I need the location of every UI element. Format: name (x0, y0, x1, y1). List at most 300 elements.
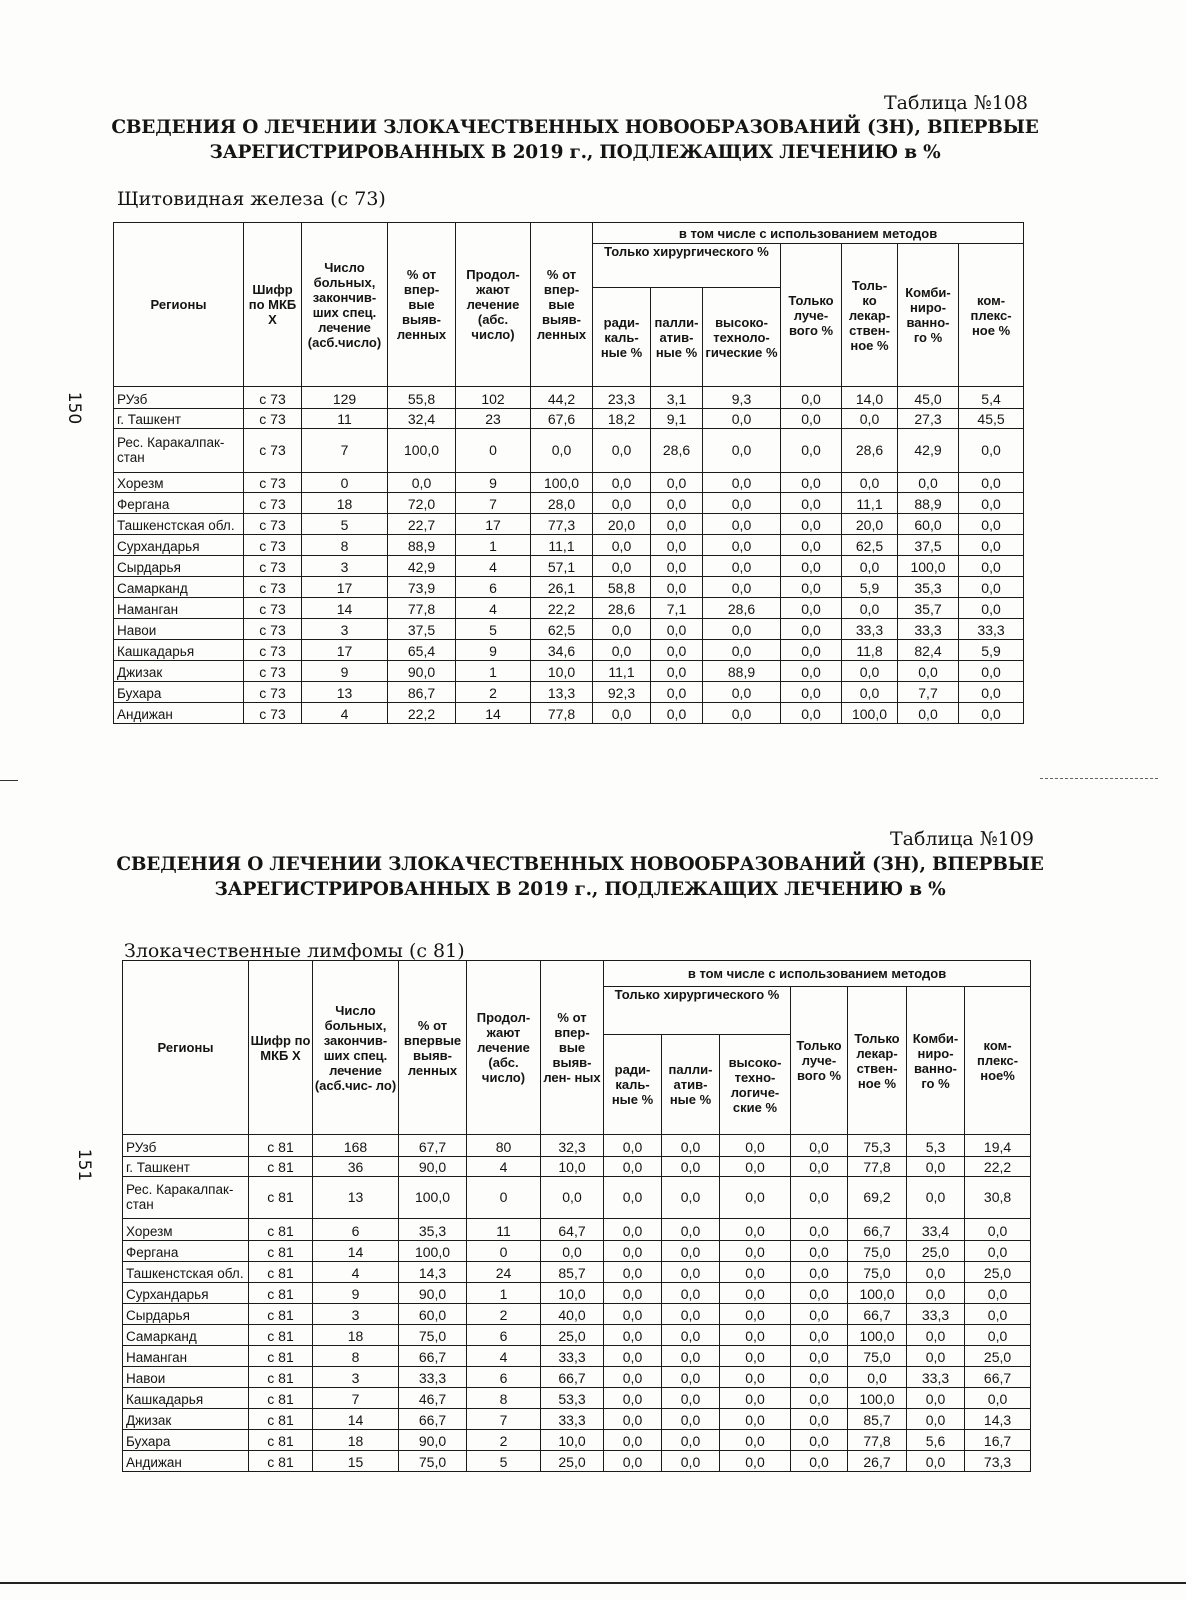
value-cell: 9 (302, 661, 388, 682)
header-methods: в том числе с использованием методов (604, 961, 1031, 987)
value-cell: 0,0 (593, 640, 651, 661)
value-cell: 0,0 (720, 1325, 791, 1346)
value-cell: 0,0 (651, 619, 703, 640)
value-cell: 0,0 (604, 1177, 662, 1219)
value-cell: 90,0 (399, 1430, 467, 1451)
region-cell: Фергана (123, 1241, 249, 1262)
value-cell: 65,4 (388, 640, 456, 661)
value-cell: с 73 (244, 429, 302, 473)
region-cell: Бухара (123, 1430, 249, 1451)
header-drug: Толь- ко лекар- ствен- ное % (842, 244, 898, 387)
value-cell: 23,3 (593, 387, 651, 409)
value-cell: с 81 (249, 1157, 313, 1177)
value-cell: 2 (467, 1304, 541, 1325)
region-cell: Кашкадарья (114, 640, 244, 661)
value-cell: с 73 (244, 409, 302, 429)
value-cell: 77,8 (388, 598, 456, 619)
value-cell: 88,9 (388, 535, 456, 556)
header-drug: Только лекар- ствен- ное % (848, 987, 907, 1135)
value-cell: 0,0 (791, 1346, 848, 1367)
value-cell: 0,0 (604, 1346, 662, 1367)
value-cell: 14,3 (399, 1262, 467, 1283)
value-cell: 72,0 (388, 493, 456, 514)
value-cell: 0,0 (662, 1430, 720, 1451)
region-cell: Хорезм (114, 473, 244, 493)
value-cell: 55,8 (388, 387, 456, 409)
value-cell: 25,0 (965, 1262, 1031, 1283)
value-cell: 0,0 (720, 1367, 791, 1388)
value-cell: 5 (302, 514, 388, 535)
value-cell: 0,0 (651, 703, 703, 724)
value-cell: 9 (456, 473, 531, 493)
title-line-2: ЗАРЕГИСТРИРОВАННЫХ В 2019 г., ПОДЛЕЖАЩИХ ЛЕЧЕНИЮ в % (209, 142, 941, 163)
value-cell: 0,0 (604, 1283, 662, 1304)
title-line-1: СВЕДЕНИЯ О ЛЕЧЕНИИ ЗЛОКАЧЕСТВЕННЫХ НОВООБРАЗОВАНИЙ (ЗН), ВПЕРВЫЕ (111, 117, 1039, 138)
value-cell: 0,0 (965, 1283, 1031, 1304)
region-cell: Ташкенстская обл. (114, 514, 244, 535)
value-cell: 7,7 (898, 682, 959, 703)
value-cell: 0,0 (541, 1177, 604, 1219)
title-line-2: ЗАРЕГИСТРИРОВАННЫХ В 2019 г., ПОДЛЕЖАЩИХ ЛЕЧЕНИЮ в % (214, 879, 946, 900)
value-cell: 2 (456, 682, 531, 703)
region-cell: Наманган (114, 598, 244, 619)
value-cell: 7 (456, 493, 531, 514)
value-cell: 0,0 (791, 1283, 848, 1304)
value-cell: 0,0 (651, 556, 703, 577)
value-cell: 1 (456, 535, 531, 556)
value-cell: 28,6 (703, 598, 781, 619)
value-cell: с 81 (249, 1430, 313, 1451)
value-cell: 0,0 (791, 1451, 848, 1472)
value-cell: 0,0 (842, 473, 898, 493)
value-cell: 0,0 (604, 1262, 662, 1283)
value-cell: 0,0 (781, 409, 842, 429)
table-row (114, 387, 1024, 409)
value-cell: 44,2 (531, 387, 593, 409)
value-cell: 0,0 (651, 640, 703, 661)
value-cell: с 73 (244, 640, 302, 661)
value-cell: 0,0 (604, 1430, 662, 1451)
table-row (123, 1367, 1031, 1388)
value-cell: 0,0 (791, 1262, 848, 1283)
region-cell: г. Ташкент (123, 1157, 249, 1177)
table-row (123, 1219, 1031, 1241)
table-row (114, 682, 1024, 703)
value-cell: 6 (456, 577, 531, 598)
header-code: Шифр по МКБ Х (249, 961, 313, 1135)
region-cell: г. Ташкент (114, 409, 244, 429)
value-cell: 14,3 (965, 1409, 1031, 1430)
value-cell: 0,0 (781, 682, 842, 703)
value-cell: 0,0 (703, 556, 781, 577)
header-hightech: высоко- техноло- гические % (703, 288, 781, 387)
region-cell: Навои (123, 1367, 249, 1388)
value-cell: 35,3 (399, 1219, 467, 1241)
value-cell: 0,0 (651, 493, 703, 514)
value-cell: 62,5 (842, 535, 898, 556)
value-cell: 5 (456, 619, 531, 640)
value-cell: 0,0 (604, 1304, 662, 1325)
table-row (123, 1283, 1031, 1304)
value-cell: 18 (313, 1325, 399, 1346)
value-cell: 66,7 (399, 1409, 467, 1430)
value-cell: 0,0 (842, 682, 898, 703)
table-row (114, 493, 1024, 514)
value-cell: 17 (456, 514, 531, 535)
value-cell: 0,0 (651, 473, 703, 493)
value-cell: с 73 (244, 598, 302, 619)
header-pct-first: % от впер- вые выяв- ленных (388, 223, 456, 387)
value-cell: 0,0 (781, 429, 842, 473)
value-cell: 0,0 (662, 1346, 720, 1367)
value-cell: с 81 (249, 1367, 313, 1388)
value-cell: 13,3 (531, 682, 593, 703)
value-cell: 7,1 (651, 598, 703, 619)
header-radical: ради- каль- ные % (604, 1035, 662, 1135)
value-cell: 85,7 (848, 1409, 907, 1430)
value-cell: 0,0 (781, 493, 842, 514)
header-methods: в том числе с использованием методов (593, 223, 1024, 244)
value-cell: 0,0 (781, 640, 842, 661)
value-cell: 40,0 (541, 1304, 604, 1325)
region-cell: Сурхандарья (123, 1283, 249, 1304)
value-cell: 82,4 (898, 640, 959, 661)
value-cell: 0,0 (604, 1135, 662, 1157)
value-cell: 5,4 (959, 387, 1024, 409)
value-cell: 86,7 (388, 682, 456, 703)
value-cell: 0,0 (651, 535, 703, 556)
value-cell: 0,0 (703, 473, 781, 493)
value-cell: 4 (456, 598, 531, 619)
value-cell: 13 (313, 1177, 399, 1219)
value-cell: 23 (456, 409, 531, 429)
value-cell: 0,0 (781, 387, 842, 409)
value-cell: 77,3 (531, 514, 593, 535)
value-cell: 0,0 (604, 1388, 662, 1409)
value-cell: 0,0 (651, 514, 703, 535)
value-cell: 100,0 (531, 473, 593, 493)
value-cell: 25,0 (907, 1241, 965, 1262)
value-cell: 88,9 (703, 661, 781, 682)
value-cell: 45,0 (898, 387, 959, 409)
value-cell: 0,0 (791, 1157, 848, 1177)
value-cell: 0,0 (965, 1325, 1031, 1346)
value-cell: 60,0 (898, 514, 959, 535)
header-continue: Продол- жают лечение (абс. число) (456, 223, 531, 387)
header-combined: Комби- ниро- ванно- го % (907, 987, 965, 1135)
value-cell: 0,0 (703, 682, 781, 703)
value-cell: 8 (313, 1346, 399, 1367)
header-surgical: Только хирургического % (604, 987, 791, 1035)
value-cell: 0,0 (898, 473, 959, 493)
value-cell: с 73 (244, 682, 302, 703)
value-cell: 0,0 (720, 1451, 791, 1472)
value-cell: 26,1 (531, 577, 593, 598)
value-cell: 8 (467, 1388, 541, 1409)
value-cell: 25,0 (541, 1325, 604, 1346)
region-cell: Рес. Каракалпак- стан (114, 429, 244, 473)
value-cell: 27,3 (898, 409, 959, 429)
header-surgical: Только хирургического % (593, 244, 781, 288)
value-cell: 0,0 (593, 493, 651, 514)
value-cell: 0,0 (651, 682, 703, 703)
value-cell: 9 (456, 640, 531, 661)
table-number: Таблица №109 (890, 828, 1035, 850)
header-pct-first: % от впервые выяв- ленных (399, 961, 467, 1135)
title-line-1: СВЕДЕНИЯ О ЛЕЧЕНИИ ЗЛОКАЧЕСТВЕННЫХ НОВООБРАЗОВАНИЙ (ЗН), ВПЕРВЫЕ (116, 854, 1044, 875)
value-cell: 14 (456, 703, 531, 724)
value-cell: 0,0 (593, 429, 651, 473)
value-cell: 0,0 (662, 1325, 720, 1346)
region-cell: Ташкенстская обл. (123, 1262, 249, 1283)
value-cell: 33,3 (842, 619, 898, 640)
value-cell: с 73 (244, 493, 302, 514)
table-row (123, 1430, 1031, 1451)
value-cell: 102 (456, 387, 531, 409)
value-cell: 0,0 (781, 473, 842, 493)
value-cell: 100,0 (399, 1241, 467, 1262)
value-cell: 0,0 (842, 598, 898, 619)
value-cell: 0,0 (703, 619, 781, 640)
value-cell: 0,0 (848, 1367, 907, 1388)
value-cell: 0,0 (703, 514, 781, 535)
value-cell: 4 (467, 1157, 541, 1177)
table-row (114, 535, 1024, 556)
table-row (123, 1409, 1031, 1430)
value-cell: 37,5 (898, 535, 959, 556)
value-cell: 100,0 (842, 703, 898, 724)
value-cell: с 73 (244, 556, 302, 577)
value-cell: 0,0 (662, 1451, 720, 1472)
value-cell: 0,0 (604, 1157, 662, 1177)
value-cell: 33,3 (959, 619, 1024, 640)
value-cell: 0,0 (662, 1262, 720, 1283)
value-cell: 0,0 (965, 1219, 1031, 1241)
value-cell: 24 (467, 1262, 541, 1283)
value-cell: с 73 (244, 577, 302, 598)
value-cell: 28,6 (593, 598, 651, 619)
header-regions: Регионы (114, 223, 244, 387)
region-cell: Сурхандарья (114, 535, 244, 556)
value-cell: 92,3 (593, 682, 651, 703)
value-cell: 0,0 (791, 1219, 848, 1241)
value-cell: 4 (313, 1262, 399, 1283)
value-cell: 7 (467, 1409, 541, 1430)
value-cell: с 81 (249, 1177, 313, 1219)
value-cell: 33,3 (907, 1304, 965, 1325)
value-cell: 10,0 (541, 1157, 604, 1177)
region-cell: РУзб (123, 1135, 249, 1157)
value-cell: 0,0 (593, 535, 651, 556)
table-row (123, 1388, 1031, 1409)
table-row (123, 1262, 1031, 1283)
table-row (114, 640, 1024, 661)
value-cell: 17 (302, 640, 388, 661)
value-cell: 53,3 (541, 1388, 604, 1409)
value-cell: 77,8 (531, 703, 593, 724)
value-cell: 0,0 (604, 1219, 662, 1241)
value-cell: 0,0 (720, 1283, 791, 1304)
table-row (123, 1325, 1031, 1346)
value-cell: 13 (302, 682, 388, 703)
value-cell: 0,0 (720, 1346, 791, 1367)
table-subtitle: Злокачественные лимфомы (с 81) (124, 940, 465, 962)
value-cell: 7 (302, 429, 388, 473)
value-cell: 0,0 (720, 1262, 791, 1283)
value-cell: 66,7 (848, 1304, 907, 1325)
header-radical: ради- каль- ные % (593, 288, 651, 387)
value-cell: 0,0 (898, 703, 959, 724)
value-cell: 0,0 (907, 1346, 965, 1367)
value-cell: 11 (302, 409, 388, 429)
value-cell: 0,0 (965, 1304, 1031, 1325)
value-cell: 0,0 (703, 577, 781, 598)
table-title (110, 852, 1050, 902)
value-cell: 14,0 (842, 387, 898, 409)
value-cell: 73,3 (965, 1451, 1031, 1472)
value-cell: 5,9 (959, 640, 1024, 661)
value-cell: 62,5 (531, 619, 593, 640)
value-cell: 0,0 (703, 703, 781, 724)
header-pct-first-2: % от впер- вые выяв- лен- ных (541, 961, 604, 1135)
value-cell: с 81 (249, 1388, 313, 1409)
table-row (123, 1177, 1031, 1219)
value-cell: 0,0 (662, 1304, 720, 1325)
value-cell: 0,0 (959, 493, 1024, 514)
value-cell: 5,6 (907, 1430, 965, 1451)
value-cell: 28,0 (531, 493, 593, 514)
value-cell: 0,0 (604, 1241, 662, 1262)
value-cell: 0,0 (593, 619, 651, 640)
value-cell: 0,0 (703, 429, 781, 473)
value-cell: 0,0 (720, 1409, 791, 1430)
table-subtitle: Щитовидная железа (с 73) (117, 188, 386, 210)
value-cell: 0,0 (662, 1135, 720, 1157)
value-cell: с 73 (244, 514, 302, 535)
header-finished: Число больных, закончив- ших спец. лечение (асб.число) (302, 223, 388, 387)
value-cell: 16,7 (965, 1430, 1031, 1451)
value-cell: 75,0 (848, 1262, 907, 1283)
value-cell: 0,0 (662, 1367, 720, 1388)
value-cell: 0,0 (907, 1409, 965, 1430)
value-cell: 0,0 (781, 514, 842, 535)
value-cell: 0,0 (907, 1262, 965, 1283)
value-cell: 0,0 (662, 1409, 720, 1430)
value-cell: 0,0 (907, 1177, 965, 1219)
value-cell: 0,0 (907, 1451, 965, 1472)
value-cell: 9 (313, 1283, 399, 1304)
value-cell: 0,0 (651, 577, 703, 598)
value-cell: 18,2 (593, 409, 651, 429)
value-cell: 35,3 (898, 577, 959, 598)
value-cell: 22,7 (388, 514, 456, 535)
value-cell: 0,0 (662, 1157, 720, 1177)
value-cell: 30,8 (965, 1177, 1031, 1219)
region-cell: РУзб (114, 387, 244, 409)
region-cell: Самарканд (123, 1325, 249, 1346)
value-cell: 8 (302, 535, 388, 556)
value-cell: 0,0 (959, 556, 1024, 577)
value-cell: 0,0 (662, 1388, 720, 1409)
value-cell: 18 (313, 1430, 399, 1451)
value-cell: 67,7 (399, 1135, 467, 1157)
value-cell: 11,1 (842, 493, 898, 514)
table-row (123, 1304, 1031, 1325)
region-cell: Кашкадарья (123, 1388, 249, 1409)
value-cell: 33,3 (898, 619, 959, 640)
value-cell: 22,2 (388, 703, 456, 724)
value-cell: 20,0 (842, 514, 898, 535)
value-cell: 5 (467, 1451, 541, 1472)
value-cell: 0,0 (720, 1241, 791, 1262)
value-cell: 0,0 (781, 598, 842, 619)
value-cell: 11 (467, 1219, 541, 1241)
value-cell: 0,0 (791, 1409, 848, 1430)
value-cell: 100,0 (848, 1325, 907, 1346)
value-cell: 0,0 (959, 598, 1024, 619)
value-cell: 15 (313, 1451, 399, 1472)
value-cell: с 73 (244, 387, 302, 409)
page-number: 151 (74, 1148, 95, 1182)
table-title (110, 115, 1040, 165)
table-row (114, 619, 1024, 640)
value-cell: 11,8 (842, 640, 898, 661)
value-cell: 0,0 (651, 661, 703, 682)
value-cell: 0,0 (720, 1135, 791, 1157)
value-cell: 0,0 (720, 1219, 791, 1241)
value-cell: 0,0 (791, 1325, 848, 1346)
value-cell: с 73 (244, 473, 302, 493)
value-cell: 26,7 (848, 1451, 907, 1472)
region-cell: Навои (114, 619, 244, 640)
value-cell: 1 (467, 1283, 541, 1304)
value-cell: 3,1 (651, 387, 703, 409)
value-cell: 90,0 (399, 1157, 467, 1177)
region-cell: Джизак (123, 1409, 249, 1430)
value-cell: 0,0 (781, 577, 842, 598)
value-cell: 33,4 (907, 1219, 965, 1241)
value-cell: 0 (456, 429, 531, 473)
value-cell: 0,0 (959, 514, 1024, 535)
value-cell: 100,0 (388, 429, 456, 473)
value-cell: 5,9 (842, 577, 898, 598)
value-cell: 0,0 (720, 1304, 791, 1325)
treatment-table (113, 222, 1024, 724)
table-row (123, 1346, 1031, 1367)
value-cell: 0,0 (965, 1388, 1031, 1409)
region-cell: Бухара (114, 682, 244, 703)
value-cell: 22,2 (965, 1157, 1031, 1177)
value-cell: 46,7 (399, 1388, 467, 1409)
value-cell: 75,3 (848, 1135, 907, 1157)
value-cell: 77,8 (848, 1430, 907, 1451)
value-cell: 0,0 (662, 1177, 720, 1219)
value-cell: 0,0 (898, 661, 959, 682)
value-cell: 33,3 (541, 1346, 604, 1367)
table-row (114, 598, 1024, 619)
value-cell: 0,0 (781, 535, 842, 556)
table-row (114, 514, 1024, 535)
value-cell: 28,6 (651, 429, 703, 473)
value-cell: 4 (456, 556, 531, 577)
value-cell: 100,0 (898, 556, 959, 577)
value-cell: 58,8 (593, 577, 651, 598)
value-cell: 0 (467, 1177, 541, 1219)
value-cell: 0,0 (959, 703, 1024, 724)
value-cell: 0,0 (593, 556, 651, 577)
value-cell: 0,0 (604, 1325, 662, 1346)
value-cell: 0,0 (907, 1157, 965, 1177)
